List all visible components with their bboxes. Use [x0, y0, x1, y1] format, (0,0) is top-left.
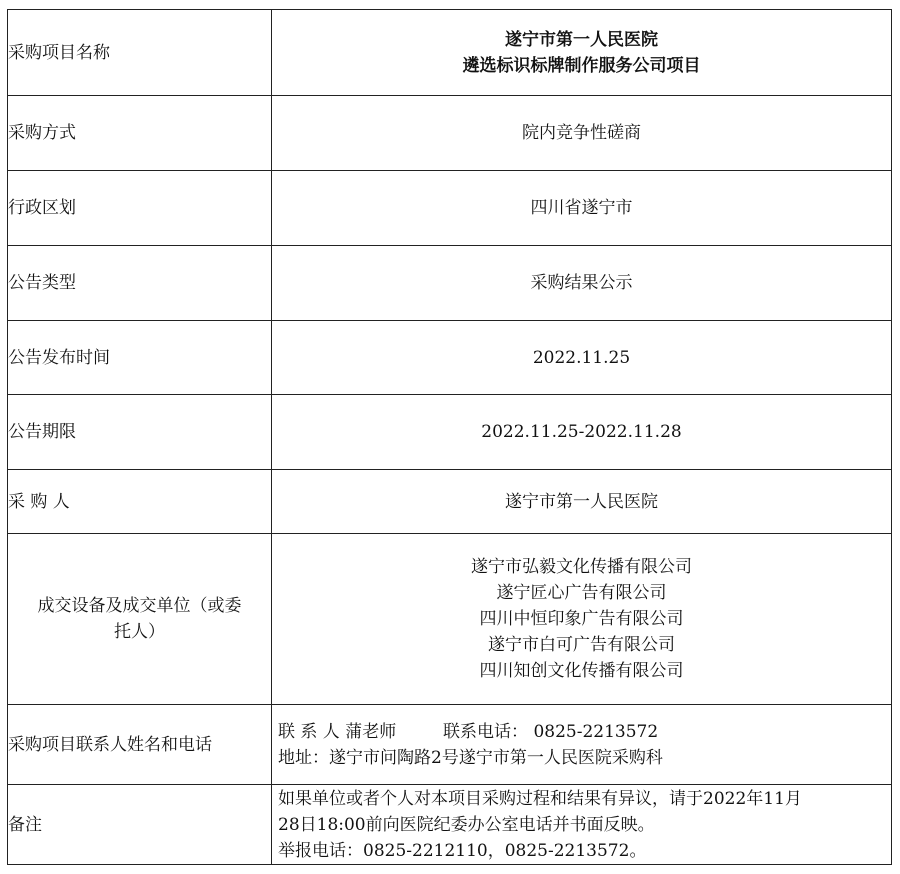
value-region: 四川省遂宁市: [272, 171, 892, 246]
value-purchaser: 遂宁市第一人民医院: [272, 470, 892, 534]
winner-company: 四川知创文化传播有限公司: [479, 661, 684, 681]
value-notice-type: 采购结果公示: [272, 246, 892, 321]
row-region: [8, 171, 892, 246]
value-publish-time: 2022.11.25: [272, 321, 892, 395]
row-project-name: [8, 10, 892, 96]
row-method: [8, 96, 892, 171]
contact-phone: 0825-2213572: [533, 721, 659, 742]
label-region: 行政区划: [8, 171, 272, 246]
remarks-line-3: 举报电话：0825-2212110，0825-2213572。: [278, 840, 647, 861]
value-project-name: [272, 10, 892, 96]
contact-line: [278, 719, 891, 745]
winners-label-line-1: 成交设备及成交单位（或委: [37, 596, 242, 616]
value-remarks: [272, 785, 892, 865]
row-winners: [8, 534, 892, 705]
winners-label-line-2: 托人）: [114, 622, 165, 642]
row-publish-time: [8, 321, 892, 395]
contact-phone-label: 联系电话：: [443, 721, 529, 742]
row-remarks: [8, 785, 892, 865]
value-contact: [272, 705, 892, 785]
label-winners: [8, 534, 272, 705]
label-notice-type: 公告类型: [8, 246, 272, 321]
value-method: 院内竞争性磋商: [272, 96, 892, 171]
contact-address: 地址：遂宁市问陶路2号遂宁市第一人民医院采购科: [278, 747, 663, 768]
winner-company: 四川中恒印象广告有限公司: [479, 609, 684, 629]
label-remarks: 备注: [8, 785, 272, 865]
label-contact: 采购项目联系人姓名和电话: [8, 705, 272, 785]
row-contact: [8, 705, 892, 785]
procurement-notice-table: [7, 9, 892, 865]
label-method: 采购方式: [8, 96, 272, 171]
contact-person-label: 联 系 人: [278, 721, 340, 742]
value-period: 2022.11.25-2022.11.28: [272, 395, 892, 470]
project-name-line-1: 遂宁市第一人民医院: [505, 29, 658, 50]
label-period: 公告期限: [8, 395, 272, 470]
winner-company: 遂宁市弘毅文化传播有限公司: [471, 557, 692, 577]
winner-company: 遂宁匠心广告有限公司: [496, 583, 667, 603]
remarks-line-2: 28日18:00前向医院纪委办公室电话并书面反映。: [278, 814, 655, 835]
label-publish-time: 公告发布时间: [8, 321, 272, 395]
row-notice-type: [8, 246, 892, 321]
value-winners: [272, 534, 892, 705]
winner-company: 遂宁市白可广告有限公司: [488, 635, 675, 655]
remarks-line-1: 如果单位或者个人对本项目采购过程和结果有异议，请于2022年11月: [278, 788, 802, 809]
project-name-line-2: 遴选标识标牌制作服务公司项目: [462, 55, 701, 76]
contact-person: 蒲老师: [345, 721, 397, 742]
label-purchaser: 采 购 人: [8, 470, 272, 534]
label-project-name: 采购项目名称: [8, 10, 272, 96]
row-period: [8, 395, 892, 470]
row-purchaser: [8, 470, 892, 534]
